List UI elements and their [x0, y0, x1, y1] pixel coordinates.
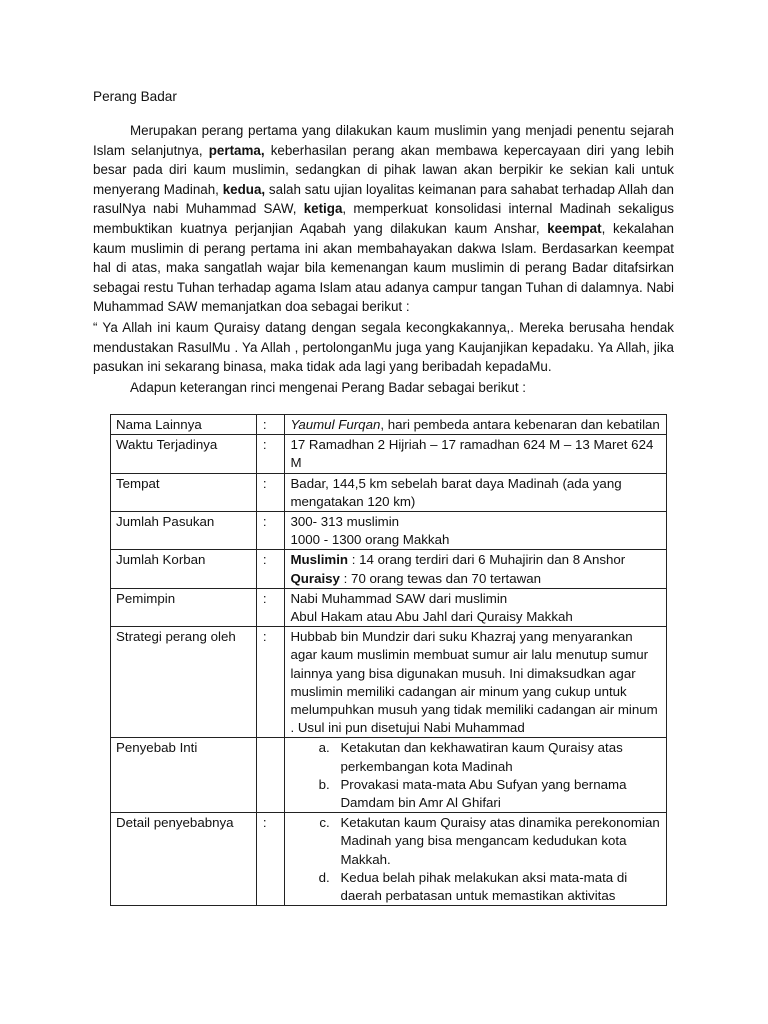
- value-text: : 70 orang tewas dan 70 tertawan: [339, 570, 542, 586]
- para-bold: ketiga: [303, 201, 343, 217]
- row-colon: :: [256, 512, 285, 550]
- cause-list: [290, 739, 662, 812]
- prayer-quote: “ Ya Allah ini kaum Quraisy datang dengan segala kecongkakannya,. Mereka berusaha hendak mendustakan RasulMu . Ya Allah , pertolonganMu juga yang Kaujanjikan kepadaku. Ya Allah, jika pasukan ini sekarang binasa, maka tidak ada lagi yang beribadah kepadaMu.: [93, 320, 674, 375]
- table-row: [111, 588, 667, 626]
- para-text: , kekalahan kaum muslimin di perang pertama ini akan membahayakan dakwa Islam. Berdasarkan keempat hal di atas, maka sangatlah wajar bila kemenangan kaum muslimin di perang Badar ditafsirkan sebagai restu Tuhan terhadap agama Islam atau adanya campur tangan Tuhan di dalamnya. Nabi Muhammad SAW memanjatkan doa sebagai berikut :: [93, 220, 674, 315]
- table-row: [111, 550, 667, 588]
- para-bold: kedua,: [222, 181, 266, 197]
- row-label: Jumlah Korban: [111, 550, 257, 588]
- table-intro: Adapun keterangan rinci mengenai Perang Badar sebagai berikut :: [130, 380, 527, 395]
- row-label: Pemimpin: [111, 588, 257, 626]
- row-colon: :: [256, 550, 285, 588]
- row-label: Strategi perang oleh: [111, 627, 257, 738]
- row-colon: :: [256, 627, 285, 738]
- value-line: Nabi Muhammad SAW dari muslimin: [290, 590, 508, 606]
- row-label: Waktu Terjadinya: [111, 435, 257, 473]
- row-colon: :: [256, 435, 285, 473]
- value-line: 1000 - 1300 orang Makkah: [290, 532, 450, 548]
- row-label: Jumlah Pasukan: [111, 512, 257, 550]
- value-text: : 14 orang terdiri dari 6 Muhajirin dan 8 Anshor: [348, 552, 626, 568]
- para-bold: pertama,: [208, 142, 265, 158]
- row-label: Penyebab Inti: [111, 738, 257, 813]
- table-row: [111, 512, 667, 550]
- detail-table: [110, 414, 667, 906]
- row-value: [285, 512, 667, 550]
- detail-list: [290, 814, 662, 905]
- row-value: 17 Ramadhan 2 Hijriah – 17 ramadhan 624 M – 13 Maret 624 M: [285, 435, 667, 473]
- row-colon: [256, 738, 285, 813]
- row-value: [285, 738, 667, 813]
- list-item: a. Ketakutan dan kekhawatiran kaum Quraisy atas perkembangan kota Madinah: [333, 739, 662, 775]
- para-text: , memperkuat konsolidasi internal Madinah sekaligus membuktikan kuatnya perjanjian Aqabah yang dilakukan kaum Anshar,: [93, 201, 674, 236]
- row-colon: :: [256, 588, 285, 626]
- table-row: [111, 813, 667, 906]
- row-label: Tempat: [111, 473, 257, 511]
- table-row: [111, 473, 667, 511]
- value-line: Abul Hakam atau Abu Jahl dari Quraisy Makkah: [290, 609, 573, 625]
- list-item: b. Provakasi mata-mata Abu Sufyan yang bernama Damdam bin Amr Al Ghifari: [333, 776, 662, 812]
- table-row: [111, 738, 667, 813]
- row-value: Badar, 144,5 km sebelah barat daya Madinah (ada yang mengatakan 120 km): [285, 473, 667, 511]
- table-row: [111, 435, 667, 473]
- para-text: salah satu ujian loyalitas keimanan para sahabat terhadap Allah dan rasulNya nabi Muhammad SAW,: [93, 181, 674, 217]
- intro-paragraph: [93, 121, 674, 317]
- row-label: Nama Lainnya: [111, 415, 257, 435]
- value-text: , hari pembeda antara kebenaran dan kebatilan: [380, 417, 660, 432]
- row-label: Detail penyebabnya: [111, 813, 257, 906]
- row-colon: :: [256, 415, 285, 435]
- value-bold: Quraisy: [290, 570, 340, 586]
- value-line: [290, 551, 662, 569]
- para-text: keberhasilan perang akan membawa kepercayaan diri yang lebih besar pada diri kaum muslimin, sedangkan di pihak lawan akan berpikir ke sekian kali untuk menyerang Madinah,: [93, 142, 674, 197]
- row-colon: :: [256, 813, 285, 906]
- row-value: [285, 415, 667, 435]
- value-italic: Yaumul Furqan: [290, 417, 381, 432]
- row-value: [285, 588, 667, 626]
- table-row: [111, 627, 667, 738]
- row-value: Hubbab bin Mundzir dari suku Khazraj yang menyarankan agar kaum muslimin membuat sumur air lalu menutup sumur lainnya yang bisa digunakan musuh. Ini dimaksudkan agar muslimin memiliki cadangan air minum yang cukup untuk melumpuhkan musuh yang tidak memiliki cadangan air minum . Usul ini pun disetujui Nabi Muhammad: [285, 627, 667, 738]
- list-item: c. Ketakutan kaum Quraisy atas dinamika perekonomian Madinah yang bisa mengancam kedudukan kota Makkah.: [333, 814, 662, 869]
- value-line: 300- 313 muslimin: [290, 514, 400, 530]
- para-bold: keempat: [547, 220, 602, 236]
- para-text: Merupakan perang pertama yang dilakukan kaum muslimin yang menjadi penentu sejarah Islam selanjutnya,: [93, 123, 674, 158]
- page-title: Perang Badar: [93, 89, 177, 104]
- value-line: [290, 570, 662, 588]
- row-value: [285, 813, 667, 906]
- list-item: d. Kedua belah pihak melakukan aksi mata-mata di daerah perbatasan untuk memastikan aktivitas: [333, 869, 662, 905]
- row-value: [285, 550, 667, 588]
- value-bold: Muslimin: [290, 552, 349, 568]
- row-colon: :: [256, 473, 285, 511]
- table-row: [111, 415, 667, 435]
